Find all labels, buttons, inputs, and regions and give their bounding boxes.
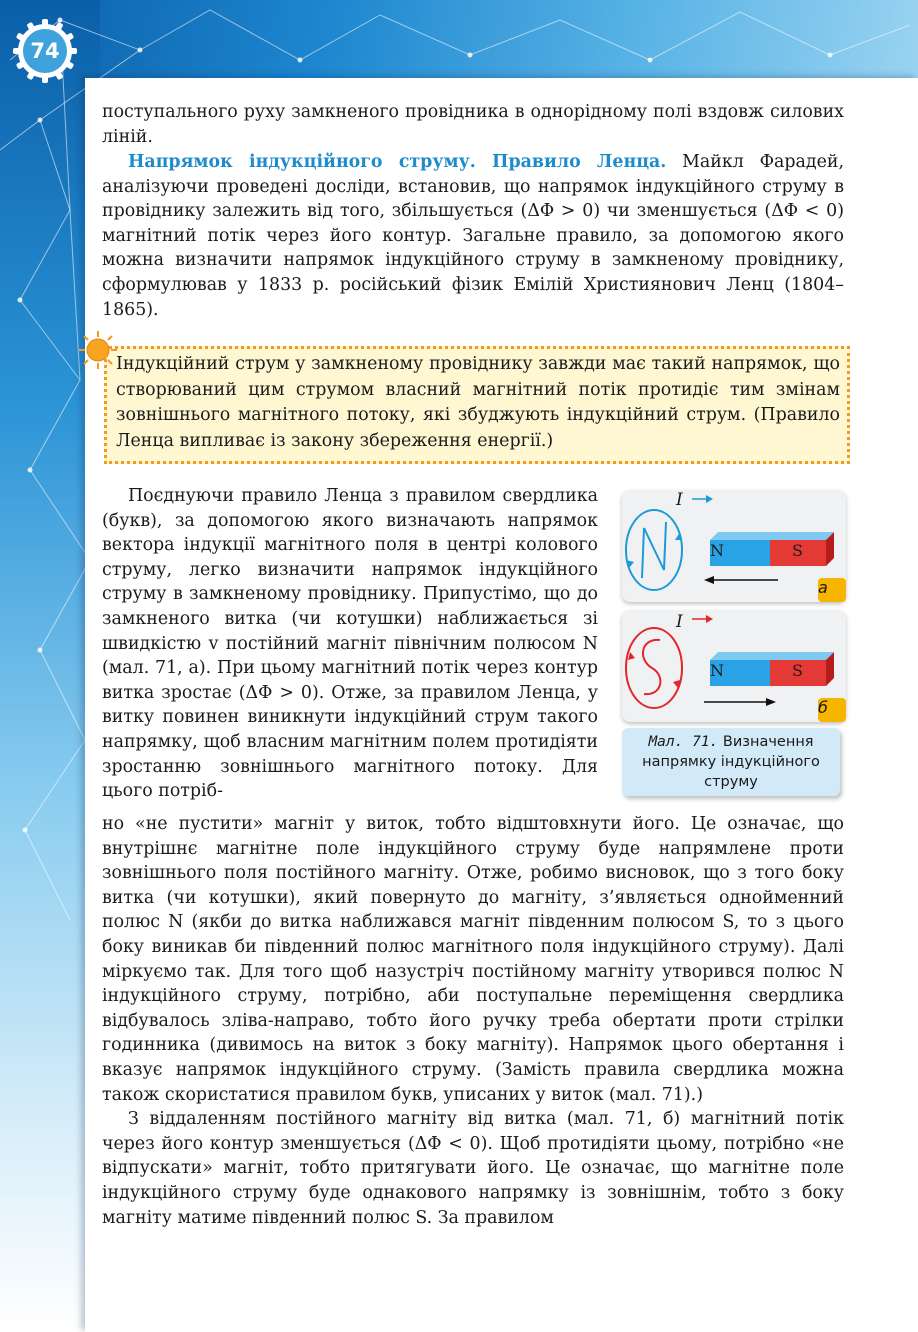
- column-paragraph: [102, 484, 598, 804]
- lenz-paragraph: [102, 150, 844, 322]
- pole-n-a: N: [710, 541, 724, 560]
- intro-paragraph: [102, 100, 844, 149]
- caption-text: Визначення напрямку індукційного струму: [642, 734, 820, 790]
- magnet-a: [710, 532, 834, 566]
- coil-diagram-b: [622, 610, 846, 722]
- figure-caption: [622, 728, 840, 796]
- figure-panel-b: [622, 610, 846, 722]
- pole-s-b: S: [792, 661, 803, 680]
- pole-s-a: S: [792, 541, 803, 560]
- page-number: 74: [30, 39, 60, 63]
- current-label-b: I: [676, 612, 683, 632]
- rule-text: Індукційний струм у замкненому провіднику завжди має такий напрямок, що створюваний цим струмом власний магнітний потік протидіє тим змінам зовнішнього магнітного потоку, які збуджують індукційний струм. (Правило Ленца випливає із закону збереження енергії.): [116, 354, 840, 451]
- continuation-text-2: З віддаленням постійного магніту від витка (мал. 71, б) магнітний потік через його контур зменшується (ΔΦ < 0). Щоб протидіяти цьому, потрібно «не відпускати» магніт, тобто притягувати його. Це означає, що магнітне поле індукційного струму буде однакового напрямку із зовнішнім, тобто з боку магніту матиме південний полюс S. За правилом: [102, 1109, 844, 1228]
- section-heading: Напрямок індукційного струму. Правило Ленца.: [128, 152, 667, 172]
- current-label-a: I: [676, 490, 683, 510]
- figure-panel-a: [622, 490, 846, 602]
- caption-number: Мал. 71.: [648, 734, 719, 750]
- column-text: Поєднуючи правило Ленца з правилом свердлика (букв), за допомогою якого визначають напрямок вектора індукції магнітного поля в центрі колового струму, легко визначити напрямок індукційного струму в замкненому провіднику. Припустімо, що до замкненого витка (чи котушки) наближається зі швидкістю v постійний магніт північним полюсом N (мал. 71, а). При цьому магнітний потік через контур витка зростає (ΔΦ > 0). Отже, за правилом Ленца, у витку повинен виникнути індукційний струм такого напрямку, щоб власним магнітним полем протидіяти зростанню зовнішнього магнітного потоку. Для цього потріб-: [102, 486, 598, 802]
- magnet-b: [710, 652, 834, 686]
- sun-icon: [78, 330, 118, 370]
- intro-text: поступального руху замкненого провідника в однорідному полі вздовж силових ліній.: [102, 102, 844, 147]
- continuation-text-1: но «не пустити» магніт у виток, тобто відштовхнути його. Це означає, що внутрішнє магнітне поле індукційного струму буде напрямлене проти зовнішнього поля постійного магніту. Отже, робимо висновок, що з того боку витка (чи котушки), який повернуто до магніту, з’являється однойменний полюс N (якби до витка наближався магніт південним полюсом S, то з цього боку виникав би південний полюс магнітного поля індукційного струму). Далі міркуємо так. Для того щоб назустріч постійному магніту утворився полюс N індукційного струму, потрібно, аби поступальне переміщення свердлика відбувалось зліва-направо, тобто його ручку треба обертати проти стрілки годинника (дивимось на виток з боку магніту). Напрямок цього обертання і вказує напрямок індукційного струму. (Замість правила свердлика можна також скористатися правилом букв, уписаних у виток (мал. 71).): [102, 814, 844, 1105]
- continuation-paragraph: [102, 812, 844, 1230]
- lenz-section: [102, 150, 844, 322]
- lenz-body: Майкл Фарадей, аналізуючи проведені досліди, встановив, що напрямок індукційного струму в провіднику залежить від того, збільшується (ΔΦ > 0) чи зменшується (ΔΦ < 0) магнітний потік через його контур. Загальне правило, за допомогою якого можна визначити напрямок індукційного струму в замкненому провіднику, сформулював у 1833 р. російський фізик Емілій Християнович Ленц (1804–1865).: [102, 152, 844, 320]
- panel-tag-a: а: [818, 578, 828, 597]
- pole-n-b: N: [710, 661, 724, 680]
- panel-tag-b: б: [818, 698, 828, 717]
- coil-diagram-a: [622, 490, 846, 602]
